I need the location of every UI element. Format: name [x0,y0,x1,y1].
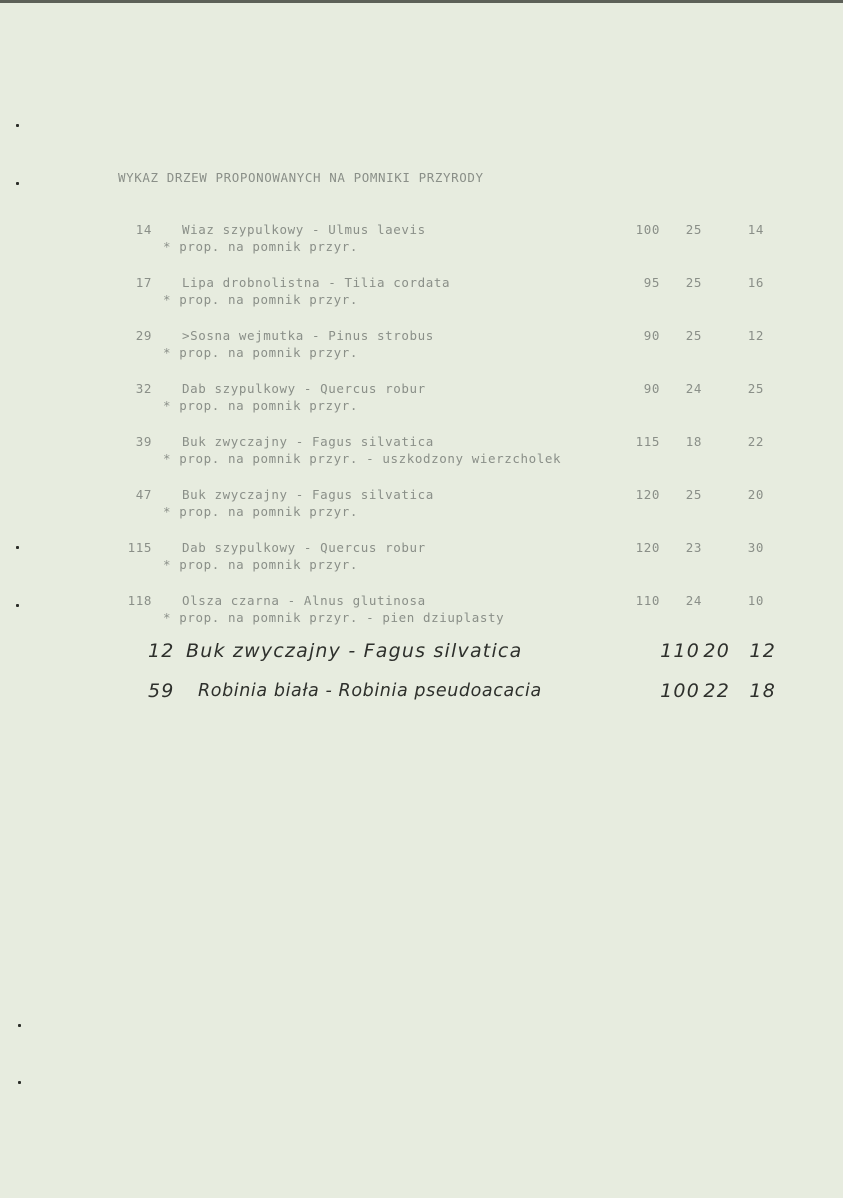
circumference-value: 90 [643,328,660,343]
circumference-value: 115 [635,434,660,449]
scan-margin-mark [18,1024,21,1027]
row-number: 32 [135,381,152,396]
height-value: 25 [685,487,702,502]
height-value: 24 [685,381,702,396]
row-number: 47 [135,487,152,502]
tree-note: * prop. na pomnik przyr. [163,557,359,572]
circumference-value: 90 [643,381,660,396]
age-value: 30 [747,540,764,555]
row-number: 14 [135,222,152,237]
tree-note: * prop. na pomnik przyr. - pien dziuplasty [163,610,505,625]
tree-name: Olsza czarna - Alnus glutinosa [182,593,426,608]
tree-note: * prop. na pomnik przyr. [163,345,359,360]
tree-note: * prop. na pomnik przyr. [163,292,359,307]
age-value: 14 [747,222,764,237]
tree-name: Wiaz szypulkowy - Ulmus laevis [182,222,426,237]
height-value: 25 [685,328,702,343]
height-value: 25 [685,275,702,290]
tree-note: * prop. na pomnik przyr. [163,504,359,519]
scan-margin-mark [16,546,19,549]
handwritten-height: 20 [703,640,730,662]
circumference-value: 120 [635,487,660,502]
age-value: 16 [747,275,764,290]
height-value: 23 [685,540,702,555]
tree-name: Buk zwyczajny - Fagus silvatica [182,487,434,502]
tree-name: Dab szypulkowy - Quercus robur [182,540,426,555]
row-number: 29 [135,328,152,343]
age-value: 20 [747,487,764,502]
scan-top-edge [0,0,843,3]
age-value: 25 [747,381,764,396]
tree-note: * prop. na pomnik przyr. - uszkodzony wierzcholek [163,451,562,466]
handwritten-row-number: 59 [148,680,175,702]
handwritten-circumference: 110 [660,640,700,662]
circumference-value: 95 [643,275,660,290]
tree-name: Dab szypulkowy - Quercus robur [182,381,426,396]
circumference-value: 100 [635,222,660,237]
row-number: 118 [127,593,152,608]
handwritten-age: 18 [749,680,776,702]
handwritten-row-number: 12 [148,640,175,662]
scan-margin-mark [18,1081,21,1084]
row-number: 39 [135,434,152,449]
tree-note: * prop. na pomnik przyr. [163,239,359,254]
scan-margin-mark [16,182,19,185]
handwritten-age: 12 [749,640,776,662]
scan-margin-mark [16,604,19,607]
height-value: 18 [685,434,702,449]
handwritten-tree-name: Robinia biała - Robinia pseudoacacia [198,681,542,701]
row-number: 115 [127,540,152,555]
circumference-value: 110 [635,593,660,608]
handwritten-height: 22 [703,680,730,702]
age-value: 10 [747,593,764,608]
handwritten-circumference: 100 [660,680,700,702]
document-title: WYKAZ DRZEW PROPONOWANYCH NA POMNIKI PRZYRODY [118,170,484,185]
age-value: 12 [747,328,764,343]
circumference-value: 120 [635,540,660,555]
height-value: 24 [685,593,702,608]
handwritten-tree-name: Buk zwyczajny - Fagus silvatica [186,640,523,662]
tree-name: Lipa drobnolistna - Tilia cordata [182,275,451,290]
age-value: 22 [747,434,764,449]
row-number: 17 [135,275,152,290]
tree-name: Buk zwyczajny - Fagus silvatica [182,434,434,449]
tree-note: * prop. na pomnik przyr. [163,398,359,413]
tree-name: >Sosna wejmutka - Pinus strobus [182,328,434,343]
scan-margin-mark [16,124,19,127]
height-value: 25 [685,222,702,237]
